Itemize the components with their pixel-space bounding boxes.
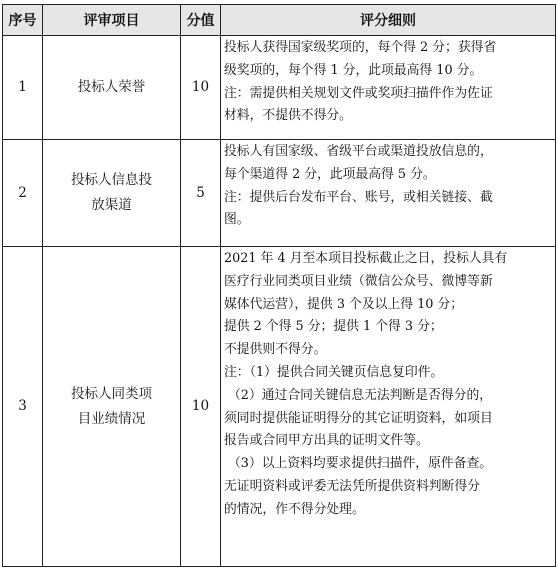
row-seq: 1 [3,36,43,140]
row-item-line: 目业绩情况 [77,410,146,427]
header-seq: 序号 [3,5,43,36]
table-row [3,36,556,140]
scoring-table [2,4,556,567]
detail-line: 注：（1）提供合同关键页信息复印件。 [224,364,444,380]
detail-line: 投标人有国家级、省级平台或渠道投放信息的， [224,144,493,159]
detail-line: 的情况，作不得分处理。 [224,501,365,517]
detail-line: 无证明资料或评委无法凭所提供资料判断得分 [224,478,480,494]
header-row [3,5,556,36]
detail-line: 每个渠道得 2 分，此项最高得 5 分。 [224,166,436,182]
detail-line: 级奖项的，每个得 1 分，此项最高得 10 分。 [224,62,483,78]
row-item-line: 投标人信息投 [71,172,152,188]
detail-line: （3）以上资料均要求提供扫描件，原件备查。 [228,456,493,472]
header-score: 分值 [181,5,221,36]
detail-line: （2）通过合同关键信息无法判断是否得分的， [228,387,493,403]
row-detail [221,36,556,140]
table-row [3,140,556,247]
detail-line: 注：需提供相关规划文件或奖项扫描件作为佐证 [224,85,493,101]
row-item [43,140,181,247]
row-seq: 2 [3,140,43,247]
detail-line: 投标人获得国家级奖项的，每个得 2 分；获得省 [224,40,497,55]
row-score: 10 [181,36,221,140]
detail-line: 2021 年 4 月至本项目投标截止之日，投标人具有 [224,251,508,266]
row-detail [221,140,556,247]
detail-line: 注：提供后台发布平台、账号，或相关链接、截 [224,189,493,205]
row-detail [221,247,556,567]
detail-line: 提供 2 个得 5 分；提供 1 个得 3 分； [224,319,443,335]
detail-line: 医疗行业同类项目业绩（微信公众号、微博等新 [224,273,493,289]
detail-line: 图。 [224,212,250,228]
row-score: 5 [181,140,221,247]
row-item [43,36,181,140]
header-item: 评审项目 [43,5,181,36]
header-detail: 评分细则 [221,5,556,36]
row-item [43,247,181,567]
detail-line: 媒体代运营），提供 3 个及以上得 10 分； [224,296,464,312]
row-item-line: 投标人同类项 [71,385,152,402]
detail-line: 须同时提供能证明得分的其它证明资料，如项目 [224,410,493,426]
detail-line: 报告或合同甲方出具的证明文件等。 [224,433,429,449]
row-score: 10 [181,247,221,567]
row-item-line: 投标人荣誉 [77,79,146,95]
table-row [3,247,556,567]
row-seq: 3 [3,247,43,567]
detail-line: 材料，不提供不得分。 [224,108,352,124]
detail-line: 不提供则不得分。 [224,342,327,358]
row-item-line: 放渠道 [91,197,132,213]
